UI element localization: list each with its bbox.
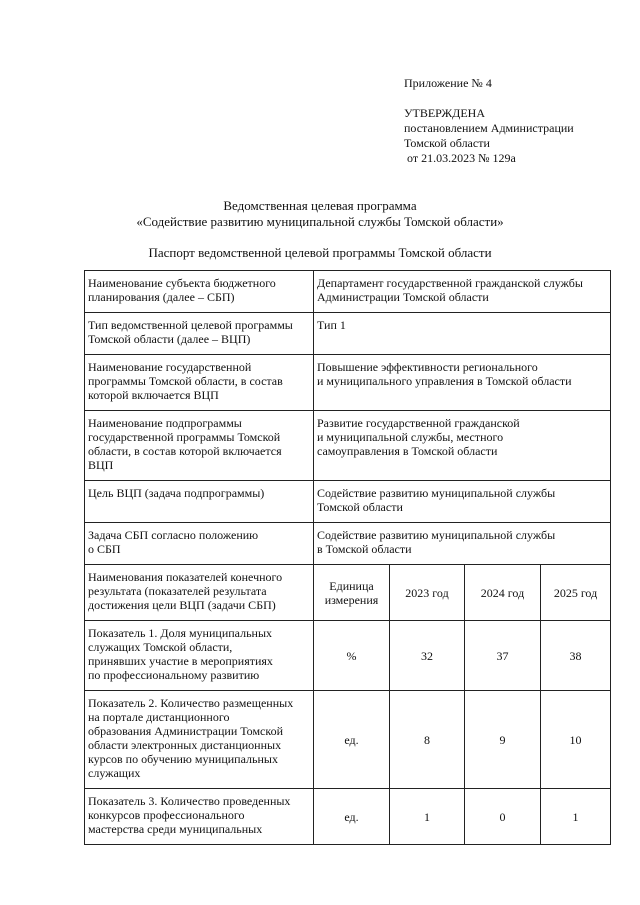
year-2024-header: 2024 год [465, 565, 541, 621]
row-value: Департамент государственной гражданской службы Администрации Томской области [314, 271, 611, 313]
approved-date: от 21.03.2023 № 129а [404, 151, 516, 165]
table-row [85, 411, 611, 481]
indicator-row [85, 621, 611, 691]
table-row [85, 271, 611, 313]
row-value: Содействие развитию муниципальной службы Томской области [314, 481, 611, 523]
table-row [85, 313, 611, 355]
program-title-line1: Ведомственная целевая программа [223, 198, 417, 213]
indicator-2024: 37 [465, 621, 541, 691]
approved-by-line2: Томской области [404, 136, 490, 150]
program-title [0, 198, 640, 230]
indicator-unit: ед. [314, 789, 390, 845]
indicator-label: Показатель 3. Количество проведенных конкурсов профессионального мастерства среди муниципальных [85, 789, 314, 845]
row-label: Наименование государственной программы Томской области, в состав которой включается ВЦП [85, 355, 314, 411]
year-2025-header: 2025 год [541, 565, 611, 621]
indicator-2024: 9 [465, 691, 541, 789]
year-2023-header: 2023 год [390, 565, 465, 621]
row-value: Развитие государственной гражданской и муниципальной службы, местного самоуправления в Томской области [314, 411, 611, 481]
indicator-row [85, 691, 611, 789]
indicator-2023: 8 [390, 691, 465, 789]
table-row [85, 355, 611, 411]
indicators-header-label: Наименования показателей конечного результата (показателей результата достижения цели ВЦП (задачи СБП) [85, 565, 314, 621]
unit-header: Единица измерения [314, 565, 390, 621]
row-value: Содействие развитию муниципальной службы в Томской области [314, 523, 611, 565]
indicator-label: Показатель 1. Доля муниципальных служащих Томской области, принявших участие в мероприятиях по профессиональному развитию [85, 621, 314, 691]
table-row [85, 481, 611, 523]
approved-label: УТВЕРЖДЕНА [404, 106, 486, 120]
row-label: Наименование подпрограммы государственной программы Томской области, в состав которой включается ВЦП [85, 411, 314, 481]
table-row [85, 523, 611, 565]
program-title-line2: «Содействие развитию муниципальной службы Томской области» [136, 214, 504, 229]
indicator-2025: 1 [541, 789, 611, 845]
indicator-2025: 10 [541, 691, 611, 789]
approved-by-line1: постановлением Администрации [404, 121, 574, 135]
indicator-label: Показатель 2. Количество размещенных на портале дистанционного образования Администрации Томской области электронных дистанционных курсов по обучению муниципальных служащих [85, 691, 314, 789]
indicator-2025: 38 [541, 621, 611, 691]
indicators-header-row [85, 565, 611, 621]
row-label: Цель ВЦП (задача подпрограммы) [85, 481, 314, 523]
row-label: Тип ведомственной целевой программы Томской области (далее – ВЦП) [85, 313, 314, 355]
indicator-row [85, 789, 611, 845]
indicator-2023: 1 [390, 789, 465, 845]
passport-table [84, 270, 611, 845]
row-label: Задача СБП согласно положению о СБП [85, 523, 314, 565]
row-label: Наименование субъекта бюджетного планирования (далее – СБП) [85, 271, 314, 313]
indicator-unit: ед. [314, 691, 390, 789]
indicator-2023: 32 [390, 621, 465, 691]
row-value: Тип 1 [314, 313, 611, 355]
row-value: Повышение эффективности регионального и муниципального управления в Томской области [314, 355, 611, 411]
passport-title: Паспорт ведомственной целевой программы Томской области [148, 245, 492, 260]
appendix-label: Приложение № 4 [404, 76, 492, 90]
approval-block [404, 76, 574, 166]
indicator-2024: 0 [465, 789, 541, 845]
indicator-unit: % [314, 621, 390, 691]
